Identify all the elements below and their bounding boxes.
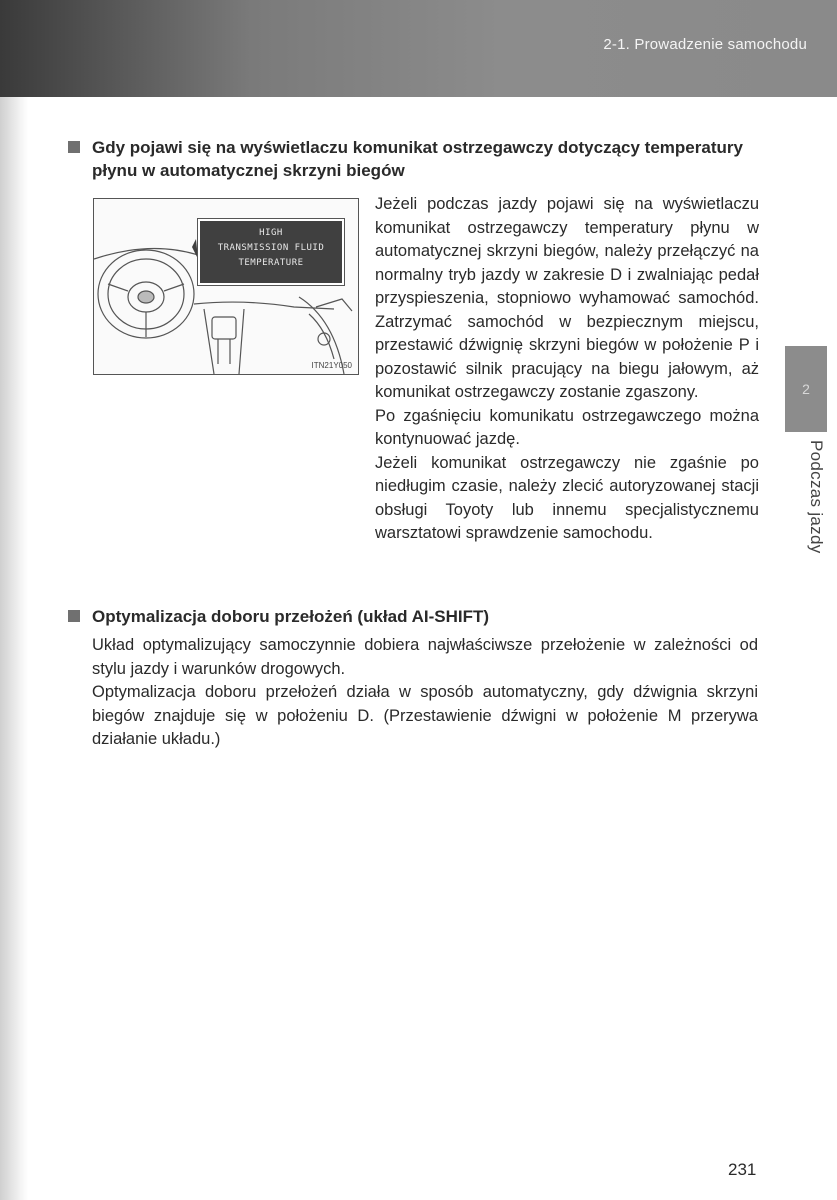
section-2-paragraph: Układ optymalizujący samoczynnie dobiera najwłaściwsze przełożenie w zależności od stylu jazdy i warunków drogowych. [92, 636, 758, 678]
section-1-body [375, 193, 759, 546]
display-line-1: HIGH [259, 228, 283, 238]
header-bar [0, 0, 837, 97]
page-edge [0, 0, 28, 1200]
page-number: 231 [728, 1160, 757, 1179]
square-bullet-icon [68, 141, 80, 153]
section-1-paragraph: Jeżeli komunikat ostrzegawczy nie zgaśnie po niedługim czasie, należy zlecić autoryzowanej stacji obsługi Toyoty lub innemu specjalistycznemu warsztatowi sprawdzenie samochodu. [375, 453, 759, 542]
section-2-body [92, 634, 758, 752]
dashboard-illustration [93, 198, 359, 375]
section-2-paragraph: Optymalizacja doboru przełożeń działa w sposób automatyczny, gdy dźwignia skrzyni biegów znajduje się w położeniu D. (Przestawienie dźwigni w położenie M przerywa działanie układu.) [92, 683, 758, 748]
section-2-heading-text: Optymalizacja doboru przełożeń (układ AI-SHIFT) [92, 607, 490, 626]
section-1-heading [68, 136, 758, 182]
section-1-paragraph: Jeżeli podczas jazdy pojawi się na wyświetlaczu komunikat ostrzegawczy temperatury płynu w automatycznej skrzyni biegów, należy przełączyć na normalny tryb jazdy w zakresie D i zwalniając pedał przyspieszenia, stopniowo wyhamować samochód. Zatrzymać samochód w bezpiecznym miejscu, przestawić dźwignię skrzyni biegów w położenie P i pozostawić silnik pracujący na biegu jałowym, aż komunikat ostrzegawczy zostanie zgaszony. [375, 195, 759, 401]
section-2-heading [68, 605, 758, 628]
section-1-paragraph: Po zgaśnięciu komunikatu ostrzegawczego można kontynuować jazdę. [375, 406, 759, 448]
display-line-2: TRANSMISSION FLUID [217, 243, 325, 253]
square-bullet-icon [68, 610, 80, 622]
figure-code: ITN21Y050 [311, 361, 352, 370]
chapter-title: 2-1. Prowadzenie samochodu [603, 36, 807, 53]
chapter-tab [785, 346, 827, 432]
chapter-tab-number: 2 [802, 381, 810, 397]
chapter-tab-label: Podczas jazdy [807, 440, 826, 554]
display-line-3: TEMPERATURE [238, 258, 304, 268]
section-1-heading-text: Gdy pojawi się na wyświetlaczu komunikat ostrzegawczy dotyczący temperatury płynu w automatycznej skrzyni biegów [92, 138, 743, 180]
section-2 [68, 605, 758, 628]
section-1 [68, 136, 758, 182]
warning-message-display [198, 219, 344, 285]
